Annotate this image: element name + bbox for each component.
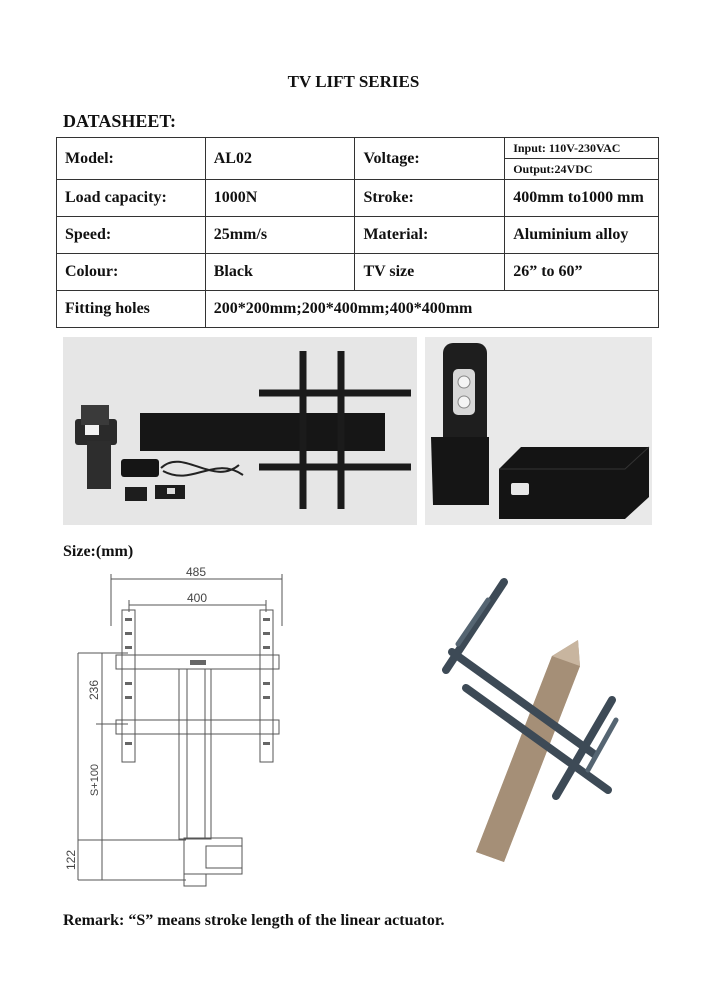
model-label: Model: [57,138,206,180]
spec-row-colour [57,254,659,291]
bracket-3d-render [438,570,628,870]
speed-label: Speed: [57,217,206,254]
remote-adapter-illustration [425,337,652,525]
voltage-input: Input: 110V-230VAC [513,141,621,155]
product-photo-remote-adapter [425,337,652,525]
lift-kit-illustration [63,337,417,525]
tvsize-label: TV size [355,254,505,291]
material-value: Aluminium alloy [505,217,659,254]
size-label: Size:(mm) [63,543,134,560]
material-label: Material: [355,217,505,254]
spec-row-load [57,180,659,217]
spec-table [56,137,659,328]
holes-label: Fitting holes [57,291,206,328]
model-value: AL02 [205,138,355,180]
colour-label: Colour: [57,254,206,291]
colour-value: Black [205,254,355,291]
dim-236-label: 236 [87,679,101,701]
load-label: Load capacity: [57,180,206,217]
load-value: 1000N [205,180,355,217]
dim-122-label: 122 [64,849,78,871]
spec-row-speed [57,217,659,254]
datasheet-label: DATASHEET: [63,111,177,131]
holes-value: 200*200mm;200*400mm;400*400mm [205,291,658,328]
remark-text: Remark: “S” means stroke length of the linear actuator. [63,912,445,929]
speed-value: 25mm/s [205,217,355,254]
dim-485-label: 485 [185,565,207,579]
actuator-column [140,413,385,451]
dim-400-label: 400 [186,591,208,605]
product-photo-lift-kit [63,337,417,525]
dim-s100-label: S+100 [89,763,101,797]
voltage-label: Voltage: [355,138,505,180]
tvsize-value: 26” to 60” [505,254,659,291]
spec-row-holes [57,291,659,328]
voltage-value [505,138,659,180]
stroke-value: 400mm to1000 mm [505,180,659,217]
spec-row-model [57,138,659,180]
voltage-output: Output:24VDC [505,158,658,179]
stroke-label: Stroke: [355,180,505,217]
page-title: TV LIFT SERIES [287,72,420,91]
dimension-drawing [66,566,302,892]
